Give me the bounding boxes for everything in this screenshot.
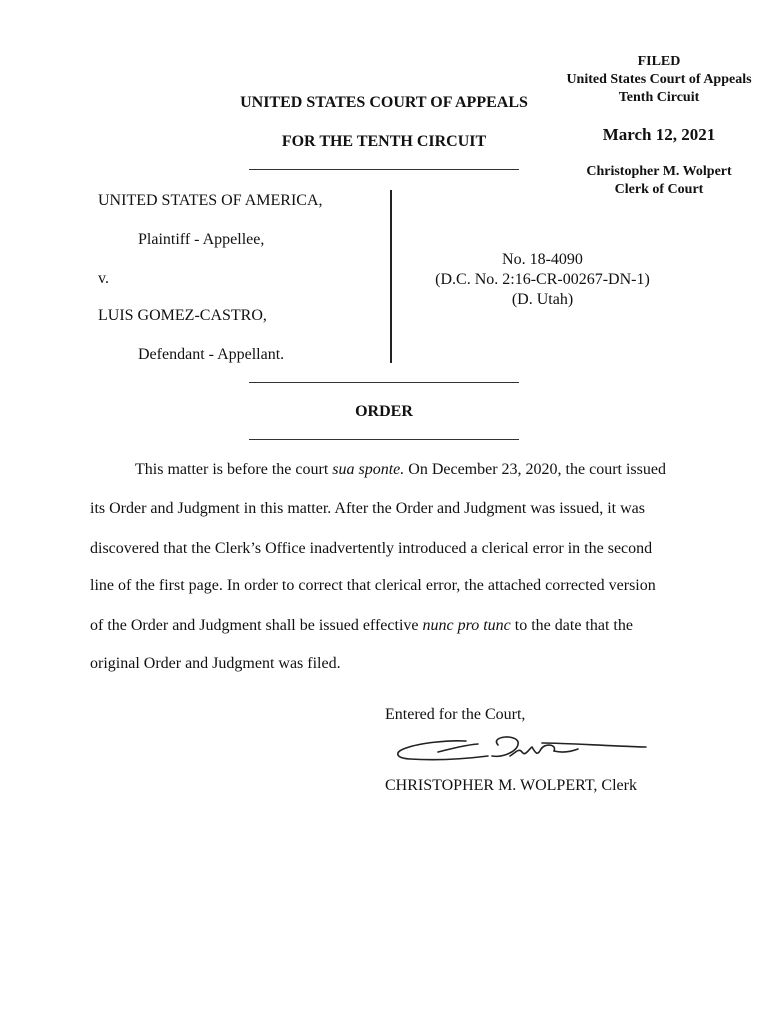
- order-line-5: of the Order and Judgment shall be issued effective nunc pro tunc to the date that the: [90, 617, 633, 634]
- nunc-pro-tunc: nunc pro tunc: [422, 617, 511, 634]
- entered-for-court: Entered for the Court,: [385, 706, 526, 723]
- order-body: [90, 0, 690, 700]
- circuit-line: FOR THE TENTH CIRCUIT: [281, 133, 487, 150]
- clerk-signature-image: [392, 730, 652, 774]
- defendant-role: Defendant - Appellant.: [138, 346, 285, 363]
- case-number: No. 18-4090: [502, 251, 583, 268]
- order-line-4: line of the first page. In order to correct that clerical error, the attached corrected version: [90, 577, 656, 594]
- order-line-1: This matter is before the court sua sponte. On December 23, 2020, the court issued: [135, 461, 666, 478]
- stamp-clerk-name: Christopher M. Wolpert: [586, 164, 732, 179]
- versus: v.: [98, 270, 109, 287]
- stamp-circuit: Tenth Circuit: [618, 90, 700, 105]
- order-line-3: discovered that the Clerk’s Office inadvertently introduced a clerical error in the second: [90, 540, 653, 557]
- stamp-date: March 12, 2021: [602, 125, 716, 144]
- order-line-2: its Order and Judgment in this matter. After the Order and Judgment was issued, it was: [90, 500, 646, 517]
- order-title: ORDER: [355, 403, 413, 420]
- district-court-number: (D.C. No. 2:16-CR-00267-DN-1): [435, 271, 650, 288]
- plaintiff-name: UNITED STATES OF AMERICA,: [98, 192, 323, 209]
- sua-sponte: sua sponte.: [332, 461, 405, 478]
- stamp-court: United States Court of Appeals: [566, 72, 752, 87]
- clerk-name: CHRISTOPHER M. WOLPERT, Clerk: [385, 777, 637, 794]
- order-line-6: original Order and Judgment was filed.: [90, 655, 341, 672]
- defendant-name: LUIS GOMEZ-CASTRO,: [98, 307, 267, 324]
- stamp-clerk-title: Clerk of Court: [614, 182, 704, 197]
- plaintiff-role: Plaintiff - Appellee,: [138, 231, 265, 248]
- stamp-filed: FILED: [637, 54, 681, 69]
- court-name: UNITED STATES COURT OF APPEALS: [240, 94, 528, 111]
- district: (D. Utah): [511, 291, 574, 308]
